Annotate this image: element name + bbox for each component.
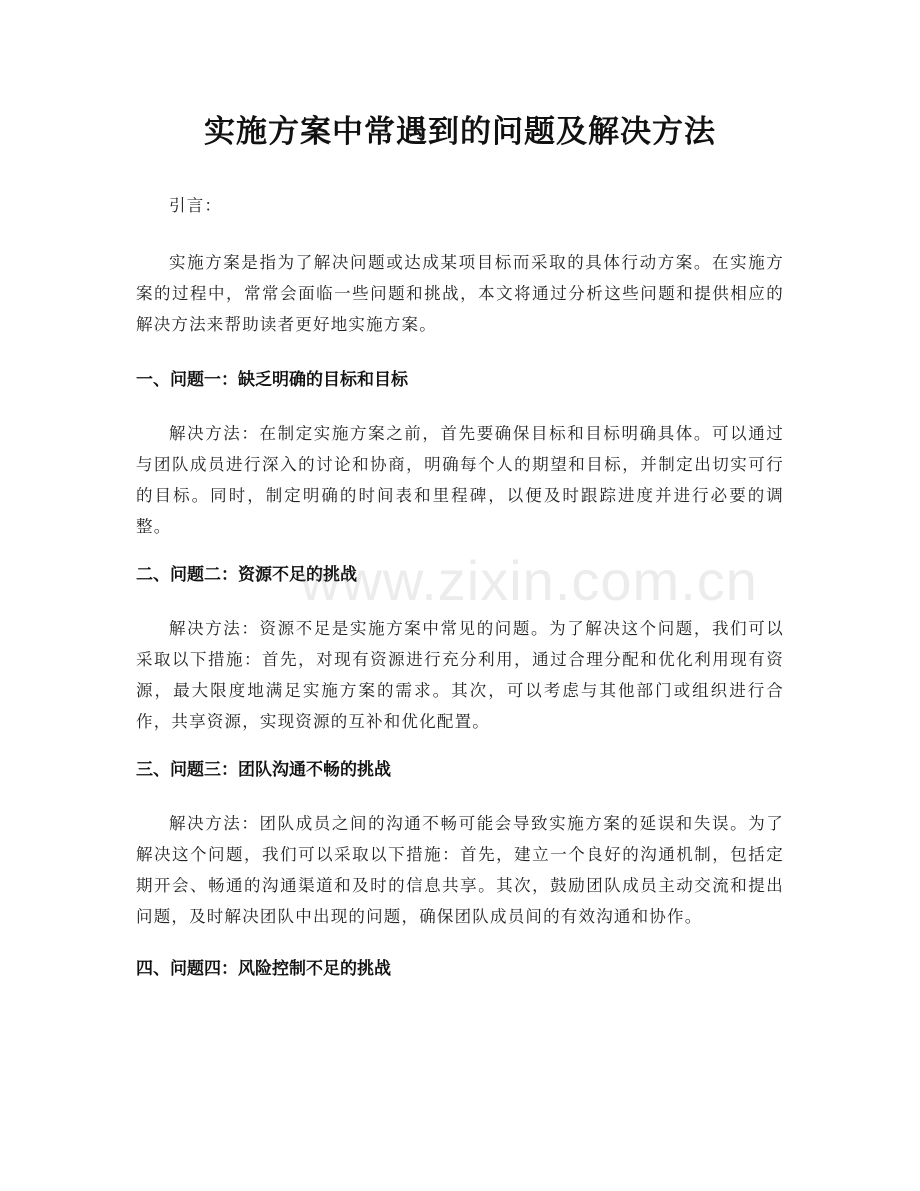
section-heading-3: 三、问题三：团队沟通不畅的挑战 (136, 760, 391, 780)
watermark-text: www.zixin.com.cn (300, 549, 758, 612)
section-heading-2: 二、问题二：资源不足的挑战 (136, 565, 357, 585)
section-heading-4: 四、问题四：风险控制不足的挑战 (136, 959, 391, 979)
section-body-1: 解决方法：在制定实施方案之前，首先要确保目标和目标明确具体。可以通过与团队成员进行深入的讨论和协商，明确每个人的期望和目标，并制定出切实可行的目标。同时，制定明确的时间表和里程碑，以便及时跟踪进度并进行必要的调整。 (136, 424, 784, 536)
document-title: 实施方案中常遇到的问题及解决方法 (204, 114, 716, 150)
section-body-3: 解决方法：团队成员之间的沟通不畅可能会导致实施方案的延误和失误。为了解决这个问题，我们可以采取以下措施：首先，建立一个良好的沟通机制，包括定期开会、畅通的沟通渠道和及时的信息共享。其次，鼓励团队成员主动交流和提出问题，及时解决团队中出现的问题，确保团队成员间的有效沟通和协作。 (136, 814, 784, 926)
intro-paragraph: 实施方案是指为了解决问题或达成某项目标而采取的具体行动方案。在实施方案的过程中，常常会面临一些问题和挑战，本文将通过分析这些问题和提供相应的解决方法来帮助读者更好地实施方案。 (136, 253, 784, 334)
intro-label: 引言： (169, 196, 223, 215)
section-heading-1: 一、问题一：缺乏明确的目标和目标 (136, 370, 408, 390)
section-body-2: 解决方法：资源不足是实施方案中常见的问题。为了解决这个问题，我们可以采取以下措施：首先，对现有资源进行充分利用，通过合理分配和优化利用现有资源，最大限度地满足实施方案的需求。其次，可以考虑与其他部门或组织进行合作，共享资源，实现资源的互补和优化配置。 (136, 619, 784, 731)
